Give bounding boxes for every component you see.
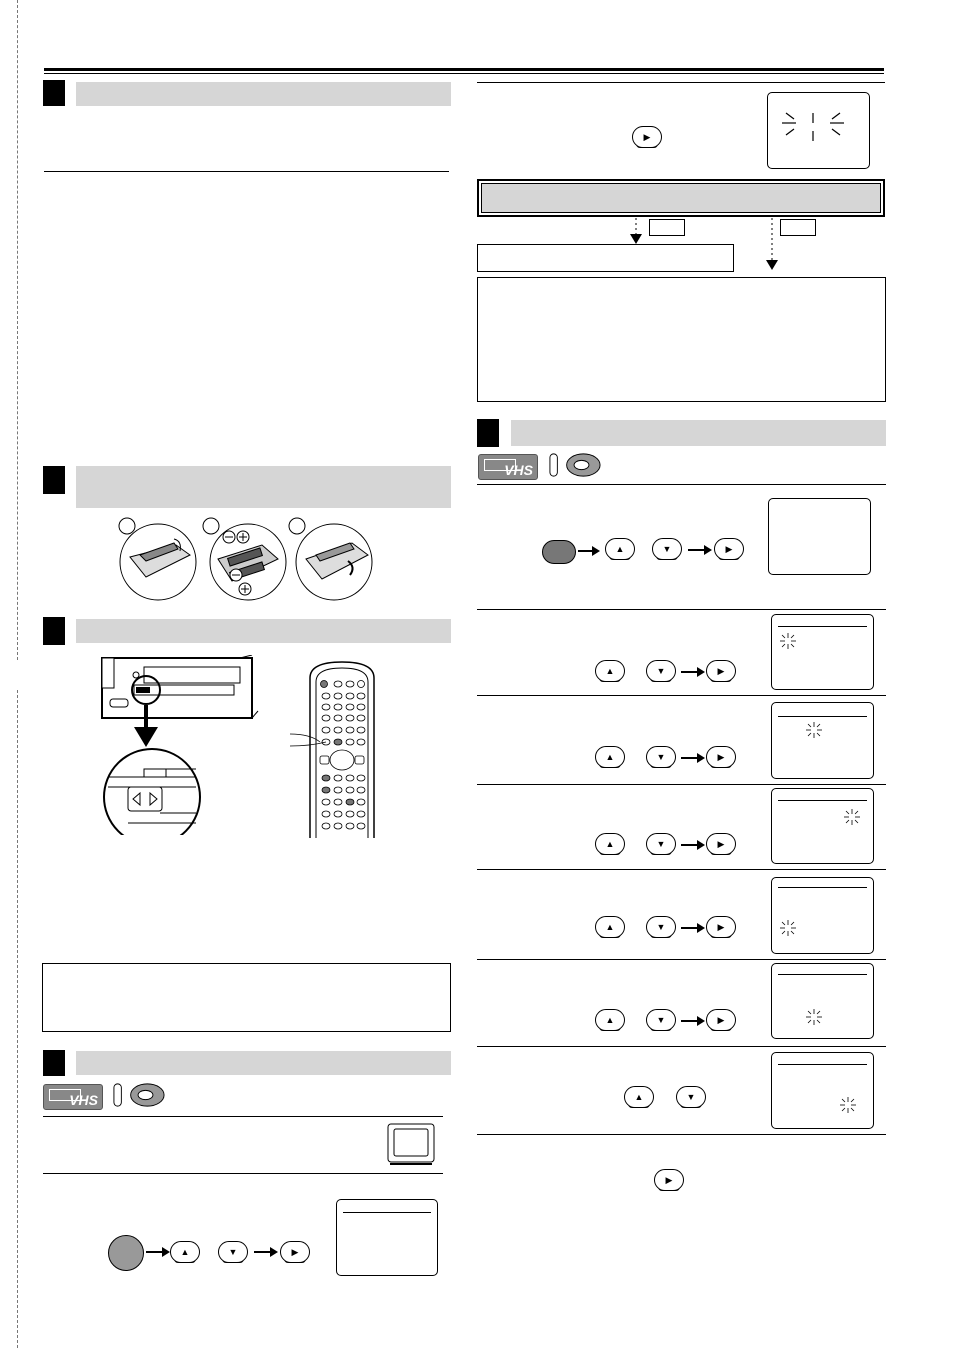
play-button[interactable]: ▶ <box>706 1009 736 1031</box>
right-top-rule <box>477 82 885 83</box>
up-button[interactable]: ▲ <box>595 1009 625 1031</box>
tv-screen-flashing <box>767 92 870 169</box>
step-divider <box>477 484 886 485</box>
down-button[interactable]: ▼ <box>646 1009 676 1031</box>
tv-screen-step-6 <box>771 963 874 1039</box>
menu-button[interactable] <box>108 1235 144 1271</box>
dotted-arrow-left <box>626 218 646 246</box>
down-button[interactable]: ▼ <box>646 833 676 855</box>
section-b-marker <box>43 466 65 494</box>
up-button[interactable]: ▲ <box>624 1086 654 1108</box>
dotted-arrow-right <box>762 218 782 272</box>
tv-screen-step-7 <box>771 1052 874 1129</box>
flashing-cursor-icon <box>804 720 824 740</box>
flow-arrow <box>681 844 699 846</box>
tv-screen-step-1 <box>768 498 871 575</box>
tag-left <box>649 219 685 236</box>
tv-screen-step-4 <box>771 788 874 864</box>
up-button[interactable]: ▲ <box>595 746 625 768</box>
flow-arrow <box>688 549 706 551</box>
up-button[interactable]: ▲ <box>595 916 625 938</box>
section-c-marker <box>43 617 65 645</box>
flow-arrow <box>681 671 699 673</box>
play-button[interactable]: ▶ <box>706 746 736 768</box>
cut-guide-top <box>17 0 18 660</box>
play-button[interactable]: ▶ <box>706 833 736 855</box>
flow-arrow <box>578 550 594 552</box>
step-divider <box>477 959 886 960</box>
note-box <box>42 963 451 1032</box>
play-button[interactable]: ▶ <box>632 126 662 148</box>
banner-box <box>477 179 885 217</box>
tv-screen-menu <box>336 1199 438 1276</box>
header-rule-thin <box>44 73 884 74</box>
up-button[interactable]: ▲ <box>605 538 635 560</box>
remote-control-illustration <box>290 660 390 840</box>
step-divider <box>477 1046 886 1047</box>
play-button[interactable]: ▶ <box>714 538 744 560</box>
tv-icon <box>386 1122 436 1166</box>
cut-guide-bottom <box>17 690 18 1348</box>
battery-step-1 <box>119 518 196 600</box>
down-button[interactable]: ▼ <box>652 538 682 560</box>
step-divider <box>477 609 886 610</box>
section-a-divider <box>44 171 449 172</box>
play-button[interactable]: ▶ <box>654 1169 684 1191</box>
play-button[interactable]: ▶ <box>706 916 736 938</box>
flow-arrow <box>681 757 699 759</box>
flow-arrow <box>146 1251 164 1253</box>
flow-arrow <box>681 927 699 929</box>
step-divider <box>477 1134 886 1135</box>
up-button[interactable]: ▲ <box>170 1241 200 1263</box>
tv-screen-step-2 <box>771 614 874 690</box>
section-d-marker <box>43 1050 65 1076</box>
tv-screen-step-5 <box>771 877 874 954</box>
flashing-cursor-icon <box>778 631 798 651</box>
flashing-cursor-icon <box>842 807 862 827</box>
section-d-rule-1 <box>43 1116 443 1117</box>
flashing-cursor-icon <box>838 1095 858 1115</box>
vcr-front-panel-illustration <box>100 655 260 835</box>
down-button[interactable]: ▼ <box>646 746 676 768</box>
flashing-cursor-icon <box>804 1007 824 1027</box>
play-button[interactable]: ▶ <box>280 1241 310 1263</box>
battery-step-2 <box>203 518 286 600</box>
battery-install-illustration <box>112 515 378 605</box>
vhs-mode-badge: VHS <box>478 454 538 480</box>
remote-button-icon <box>112 1082 166 1108</box>
section-c-heading-bar <box>76 619 451 643</box>
tv-screen-step-3 <box>771 702 874 779</box>
header-rule <box>44 68 884 71</box>
section-d-rule-2 <box>43 1173 443 1174</box>
step-divider <box>477 869 886 870</box>
down-button[interactable]: ▼ <box>676 1086 706 1108</box>
section-b-heading-bar <box>76 466 451 508</box>
section-d-heading-bar <box>76 1051 451 1075</box>
info-box <box>477 277 886 402</box>
flashing-cursor-icon <box>778 918 798 938</box>
result-box-left <box>477 244 734 272</box>
flow-arrow <box>681 1020 699 1022</box>
step-divider <box>477 695 886 696</box>
down-button[interactable]: ▼ <box>646 660 676 682</box>
play-button[interactable]: ▶ <box>706 660 736 682</box>
up-button[interactable]: ▲ <box>595 833 625 855</box>
down-button[interactable]: ▼ <box>218 1241 248 1263</box>
tag-right <box>780 219 816 236</box>
flow-arrow <box>254 1251 272 1253</box>
menu-button[interactable] <box>542 540 576 564</box>
down-button[interactable]: ▼ <box>646 916 676 938</box>
banner-inner <box>481 183 881 213</box>
step-divider <box>477 784 886 785</box>
remote-button-icon <box>548 452 602 478</box>
section-a-heading-bar <box>76 82 451 106</box>
section-a-marker <box>43 80 65 106</box>
battery-step-3 <box>289 518 372 600</box>
vhs-mode-badge: VHS <box>43 1084 103 1110</box>
up-button[interactable]: ▲ <box>595 660 625 682</box>
section-e-marker <box>477 419 499 447</box>
flashing-indicator-icon <box>768 93 869 168</box>
section-e-heading-bar <box>511 420 886 446</box>
